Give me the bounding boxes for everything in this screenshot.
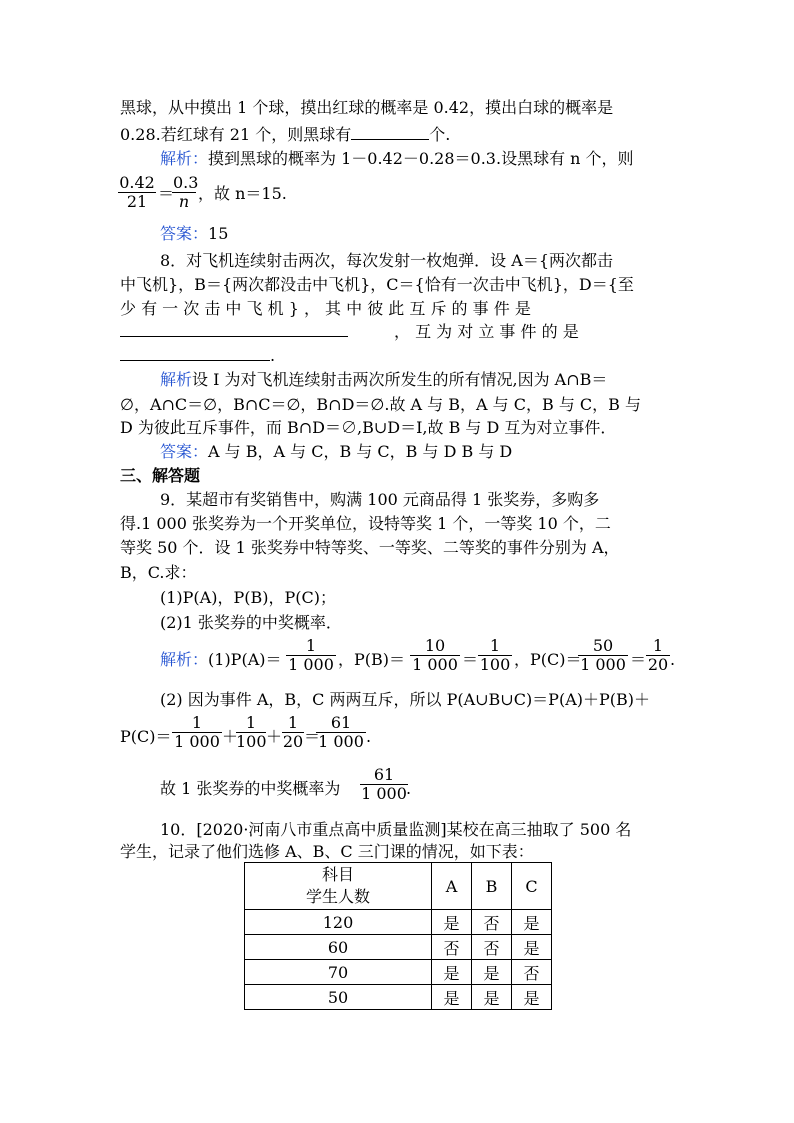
q9-equals-pb: ＝: [462, 650, 479, 669]
cell-count: 60: [245, 935, 432, 960]
q7-fraction-2: [172, 173, 199, 211]
cell-c: 是: [512, 910, 552, 935]
q7-fraction-2-numerator: 0.3: [173, 173, 199, 192]
q9-fraction-pa: [286, 637, 336, 674]
q9-fraction-pb-1: [410, 637, 460, 674]
q7-equals: ＝: [158, 184, 175, 203]
q7-line-2: [120, 125, 450, 145]
q9-equals-sum: ＝: [304, 727, 321, 746]
fraction-denominator: 20: [647, 655, 669, 674]
cell-a: 是: [432, 960, 472, 985]
q7-fraction-1: [118, 174, 156, 211]
table-row: [245, 935, 552, 960]
q10-line-1: 10．[2020·河南八市重点高中质量监测]某校在高三抽取了 500 名: [160, 820, 632, 839]
q8-mutually-exclusive-blank: [120, 322, 348, 337]
fraction-numerator: 1: [305, 636, 317, 655]
fraction-denominator: 1 000: [412, 655, 458, 674]
cell-count: 120: [245, 910, 432, 935]
q7-line-2-tail: 个.: [429, 125, 451, 144]
q9-line-2: 得.1 000 张奖券为一个开奖单位，设特等奖 1 个，一等奖 10 个，二: [120, 514, 611, 533]
cell-c: 否: [512, 960, 552, 985]
cell-c: 是: [512, 985, 552, 1010]
table-header-row: [245, 863, 552, 910]
table-row: [245, 985, 552, 1010]
fraction-numerator: 50: [592, 636, 614, 655]
fraction-denominator: 100: [479, 655, 511, 674]
fraction-numerator: 10: [424, 636, 446, 655]
fraction-denominator: 1 000: [288, 655, 334, 674]
fraction-numerator: 1: [191, 713, 203, 732]
q8-answer-line: [160, 442, 512, 462]
fraction-denominator: 1 000: [318, 732, 364, 751]
q9-part1-period: .: [670, 650, 676, 669]
q9-fraction-conclusion: [360, 766, 408, 803]
fraction-denominator: 1 000: [580, 655, 626, 674]
q9-line-1: 9．某超市有奖销售中，购满 100 元商品得 1 张奖券，多购多: [160, 490, 600, 509]
q8-analysis-text-1: 设 I 为对飞机连续射击两次所发生的所有情况,因为 A∩B＝: [192, 370, 608, 389]
header-subject: 科目: [321, 865, 354, 884]
q9-analysis-label: [160, 650, 282, 670]
header-student-count: 学生人数: [305, 887, 370, 906]
q10-line-2: 学生，记录了他们选修 A、B、C 三门课的情况，如下表：: [120, 842, 534, 861]
q9-analysis-part-2-line: (2) 因为事件 A，B，C 两两互斥，所以 P(A∪B∪C)＝P(A)＋P(B)＋: [160, 690, 650, 709]
q8-line-1: 8．对飞机连续射击两次，每次发射一枚炮弹．设 A＝{两次都击: [160, 251, 614, 270]
q9-fraction-pb-2: [478, 637, 512, 674]
q7-answer-value: 15: [208, 224, 229, 243]
q9-sum-period: .: [366, 727, 372, 746]
q9-equals-pc: ＝: [630, 650, 647, 669]
table-row: [245, 960, 552, 985]
fraction-numerator: 1: [489, 636, 501, 655]
table-header-diagonal-cell: [245, 863, 432, 910]
header-col-b: B: [472, 863, 512, 910]
cell-b: 否: [472, 935, 512, 960]
q9-fraction-pc-2: [646, 637, 670, 674]
course-selection-table: [244, 862, 552, 1010]
q7-analysis-text: 摸到黑球的概率为 1－0.42－0.28＝0.3.设黑球有 n 个，则: [208, 149, 634, 168]
q8-line-4: [120, 322, 579, 342]
q8-complementary-blank: [120, 346, 270, 361]
cell-b: 是: [472, 985, 512, 1010]
header-col-c: C: [512, 863, 552, 910]
q9-pc-sum-label: P(C)＝: [120, 727, 172, 746]
q7-line-2-text: 0.28.若红球有 21 个，则黑球有: [120, 125, 352, 144]
q7-answer-line: [160, 224, 228, 244]
q7-answer-label: 答案：: [160, 224, 209, 243]
cell-a: 是: [432, 985, 472, 1010]
q8-line-5-text: .: [270, 346, 276, 365]
cell-a: 是: [432, 910, 472, 935]
q9-fraction-sum-3: [282, 714, 304, 751]
q9-fraction-sum-result: [316, 714, 366, 751]
q8-analysis-line-1: [160, 370, 607, 390]
fraction-denominator: 1 000: [361, 784, 407, 803]
cell-count: 70: [245, 960, 432, 985]
q9-subquestion-1: (1)P(A)，P(B)，P(C)；: [160, 588, 336, 607]
q9-fraction-pc-1: [578, 637, 628, 674]
q7-answer-blank: [351, 125, 429, 140]
q8-analysis-line-3: D 为彼此互斥事件，而 B∩D＝∅,B∪D＝I,故 B 与 D 互为对立事件．: [120, 418, 617, 437]
q7-conclusion: ，故 n＝15.: [198, 184, 287, 203]
q7-fraction-1-numerator: 0.42: [119, 173, 155, 192]
q9-plus-1: ＋: [222, 727, 239, 746]
q9-pc-label: ，P(C)＝: [514, 650, 582, 669]
q7-line-1: 黑球，从中摸出 1 个球，摸出红球的概率是 0.42，摸出白球的概率是: [120, 98, 614, 117]
q7-analysis-line: [160, 149, 634, 169]
fraction-numerator: 1: [245, 713, 257, 732]
q9-pa-label: (1)P(A)＝: [208, 650, 282, 669]
cell-b: 是: [472, 960, 512, 985]
cell-c: 是: [512, 935, 552, 960]
fraction-numerator: 61: [373, 765, 395, 784]
cell-a: 否: [432, 935, 472, 960]
fraction-denominator: 100: [236, 732, 267, 751]
q8-line-3: 少 有 一 次 击 中 飞 机 } ， 其 中 彼 此 互 斥 的 事 件 是: [120, 299, 531, 318]
q8-line-2: 中飞机}，B＝{两次都没击中飞机}，C＝{恰有一次击中飞机}，D＝{至: [120, 275, 634, 294]
table-row: [245, 910, 552, 935]
q7-analysis-label: 解析：: [160, 149, 209, 168]
fraction-numerator: 61: [330, 713, 352, 732]
q8-answer-value: A 与 B，A 与 C，B 与 C，B 与 D B 与 D: [208, 442, 513, 461]
q9-line-3: 等奖 50 个．设 1 张奖券中特等奖、一等奖、二等奖的事件分别为 A，: [120, 538, 620, 557]
cell-count: 50: [245, 985, 432, 1010]
fraction-numerator: 1: [652, 636, 664, 655]
q9-fraction-sum-2: [236, 714, 266, 751]
q7-fraction-1-denominator: 21: [126, 192, 148, 211]
q9-conclusion: 故 1 张奖券的中奖概率为: [160, 779, 341, 798]
header-col-a: A: [432, 863, 472, 910]
fraction-numerator: 1: [287, 713, 299, 732]
q9-plus-2: ＋: [266, 727, 283, 746]
q8-answer-label: 答案：: [160, 442, 209, 461]
q8-analysis-line-2: ∅，A∩C＝∅，B∩C＝∅，B∩D＝∅.故 A 与 B，A 与 C，B 与 C，B 与: [120, 395, 641, 414]
fraction-denominator: 20: [282, 732, 304, 751]
q9-line-4: B，C.求：: [120, 563, 197, 582]
section-heading: 三、解答题: [120, 466, 201, 485]
q8-line-4-text: ， 互 为 对 立 事 件 的 是: [394, 322, 579, 341]
q9-conclusion-period: .: [406, 779, 412, 798]
cell-b: 否: [472, 910, 512, 935]
q9-analysis-label-text: 解析：: [160, 650, 209, 669]
q9-pb-label: ，P(B)＝: [338, 650, 406, 669]
q8-analysis-label: 解析: [160, 370, 193, 389]
q8-line-5: [120, 346, 275, 366]
fraction-denominator: 1 000: [174, 732, 220, 751]
q9-fraction-sum-1: [172, 714, 222, 751]
q7-fraction-2-denominator: n: [178, 192, 190, 211]
q9-subquestion-2: (2)1 张奖券的中奖概率．: [160, 613, 342, 632]
